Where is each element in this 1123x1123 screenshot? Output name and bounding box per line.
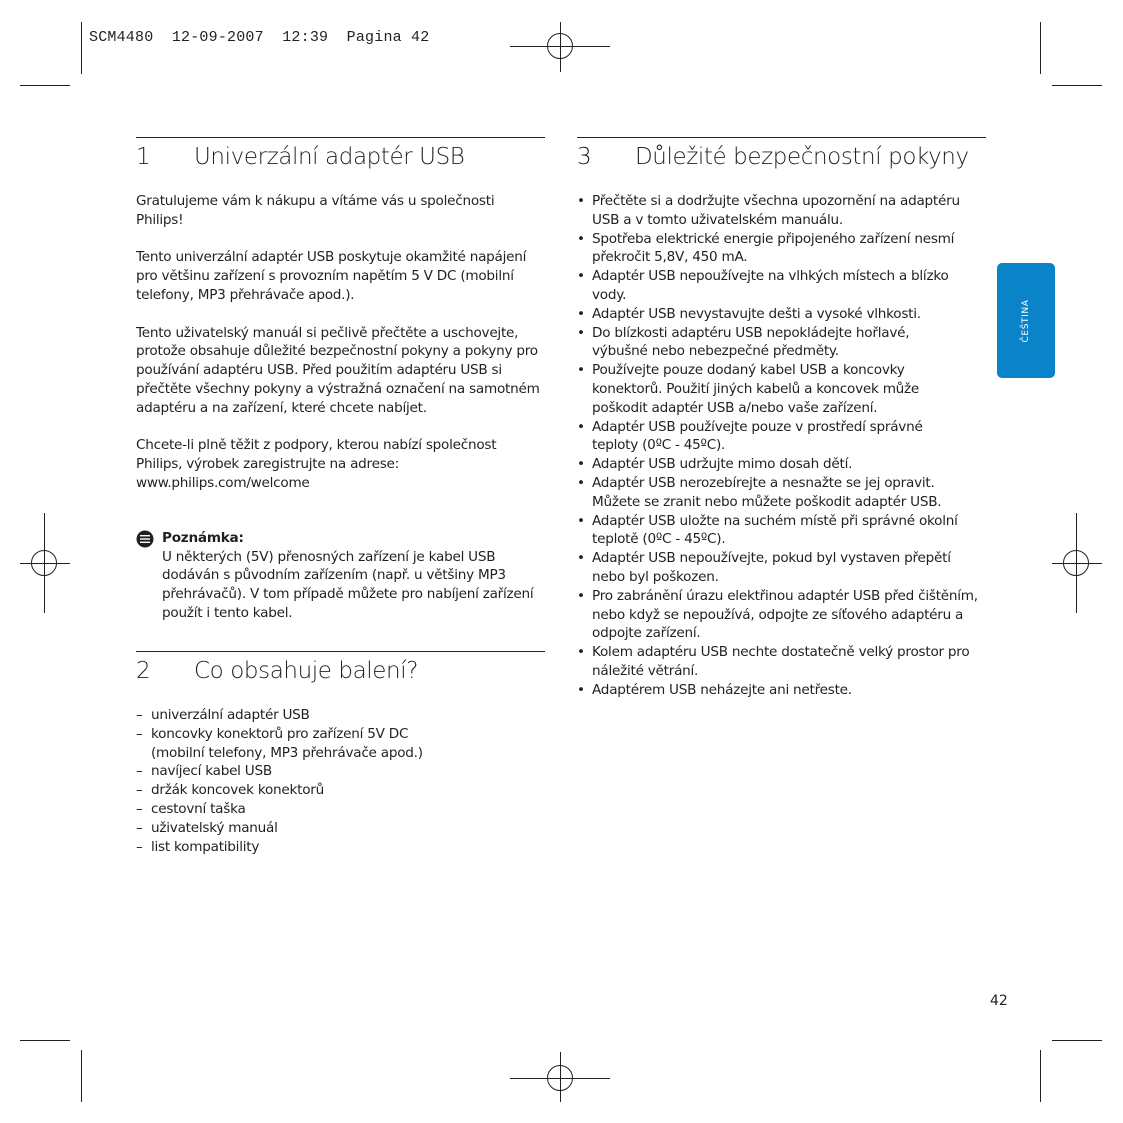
paragraph-registration: Chcete-li plně těžit z podpory, kterou nabízí společnost Philips, výrobek zaregistrujte na adrese: www.philips.com/welcome <box>136 437 497 491</box>
section-2-heading <box>136 658 545 684</box>
list-item: • Pro zabránění úrazu elektřinou adaptér USB před čištěním, nebo když se nepoužívá, odpojte ze síťového adaptéru a odpojte zařízení. <box>577 587 986 643</box>
section-number: 1 <box>136 144 151 170</box>
list-item: • Adaptér USB udržujte mimo dosah dětí. <box>577 455 986 474</box>
list-item: – list kompatibility <box>136 838 545 857</box>
list-item: • Používejte pouze dodaný kabel USB a koncovky konektorů. Použití jiných kabelů a koncovek může poškodit adaptér USB a/nebo vaše zařízení. <box>577 361 972 417</box>
list-item: • Adaptér USB nevystavujte dešti a vysoké vlhkosti. <box>577 305 986 324</box>
note-icon <box>136 530 154 548</box>
section-number: 2 <box>136 658 151 684</box>
list-item: • Adaptér USB používejte pouze v prostředí správné teploty (0ºC - 45ºC). <box>577 418 972 456</box>
list-item: – koncovky konektorů pro zařízení 5V DC (mobilní telefony, MP3 přehrávače apod.) <box>136 725 441 763</box>
section-2 <box>136 651 545 856</box>
package-contents-list <box>136 706 545 856</box>
paragraph: Tento uživatelský manuál si pečlivě přečtěte a uschovejte, protože obsahuje důležité bezpečnostní pokyny a pokyny pro používání adaptéru USB. Před použitím adaptéru USB si přečtěte všechny pokyny a výstražná označení na samotném adaptéru a na zařízení, které chcete nabíjet. <box>136 324 540 416</box>
section-3 <box>577 137 986 700</box>
list-item: • Adaptér USB nerozebírejte a nesnažte se jej opravit. Můžete se zranit nebo můžete poškodit adaptér USB. <box>577 474 986 512</box>
section-number: 3 <box>577 144 592 170</box>
list-item: – držák koncovek konektorů <box>136 781 545 800</box>
page-number: 42 <box>990 993 1008 1009</box>
section-rule <box>136 137 545 138</box>
section-3-heading <box>577 144 986 170</box>
list-item: • Do blízkosti adaptéru USB nepokládejte hořlavé, výbušné nebo nebezpečné předměty. <box>577 324 942 362</box>
list-item: – navíjecí kabel USB <box>136 762 545 781</box>
section-rule <box>136 651 545 652</box>
section-title: Důležité bezpečnostní pokyny <box>635 144 969 170</box>
list-item: • Adaptér USB nepoužívejte na vlhkých místech a blízko vody. <box>577 267 986 305</box>
section-1-heading <box>136 144 545 170</box>
list-item: • Přečtěte si a dodržujte všechna upozornění na adaptéru USB a v tomto uživatelském manuálu. <box>577 192 986 230</box>
list-item: – univerzální adaptér USB <box>136 706 545 725</box>
print-slug: SCM4480 12-09-2007 12:39 Pagina 42 <box>89 29 430 46</box>
section-1 <box>136 137 545 623</box>
language-tab <box>997 263 1055 378</box>
language-tab-label: ČEŠTINA <box>1021 299 1031 342</box>
paragraph: Gratulujeme vám k nákupu a vítáme vás u společnosti Philips! <box>136 193 495 228</box>
list-item: • Kolem adaptéru USB nechte dostatečně velký prostor pro náležité větrání. <box>577 643 986 681</box>
list-item: – uživatelský manuál <box>136 819 545 838</box>
list-item: • Adaptér USB nepoužívejte, pokud byl vystaven přepětí nebo byl poškozen. <box>577 549 986 587</box>
section-title: Co obsahuje balení? <box>194 658 419 684</box>
safety-instructions-list <box>577 192 986 700</box>
list-item: • Spotřeba elektrické energie připojeného zařízení nesmí překročit 5,8V, 450 mA. <box>577 230 986 268</box>
list-item: • Adaptérem USB neházejte ani netřeste. <box>577 681 986 700</box>
section-title: Univerzální adaptér USB <box>194 144 465 170</box>
note-text: U některých (5V) přenosných zařízení je kabel USB dodáván s původním zařízením (např. u většiny MP3 přehrávačů). V tom případě můžete pro nabíjení zařízení použít i tento kabel. <box>162 548 534 621</box>
note-title: Poznámka: <box>162 529 244 546</box>
note-box <box>136 529 545 623</box>
section-rule <box>577 137 986 138</box>
list-item: – cestovní taška <box>136 800 545 819</box>
list-item: • Adaptér USB uložte na suchém místě při správné okolní teplotě (0ºC - 45ºC). <box>577 512 986 550</box>
paragraph: Tento univerzální adaptér USB poskytuje okamžité napájení pro většinu zařízení s provozním napětím 5 V DC (mobilní telefony, MP3 přehrávače apod.). <box>136 249 527 303</box>
